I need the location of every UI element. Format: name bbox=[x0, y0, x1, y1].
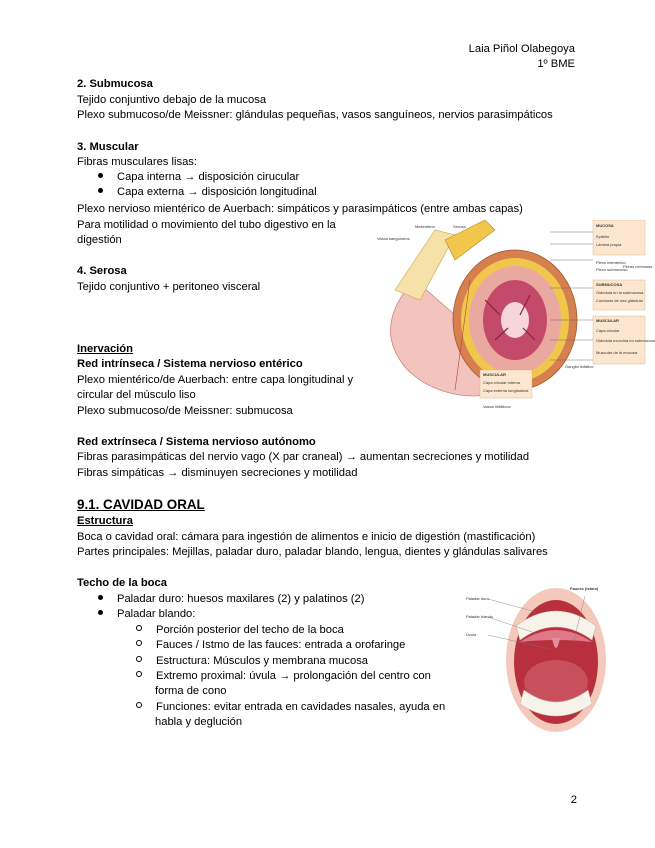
label-mesenterio: Mesenterio bbox=[415, 224, 435, 229]
label-plexo-submucoso: Plexo submucoso bbox=[596, 267, 628, 272]
red-intrinseca-line-2: circular del músculo liso bbox=[77, 389, 196, 401]
label-vasos: Vasos sanguíneos bbox=[377, 236, 410, 241]
muscular-line-2: Plexo nervioso mientérico de Auerbach: simpáticos y parasimpáticos (entre ambas capas) bbox=[77, 203, 523, 215]
tract-wall-illustration bbox=[375, 220, 655, 420]
red-intrinseca-line-1: Plexo mientérico/de Auerbach: entre capa longitudinal y bbox=[77, 374, 354, 386]
oral-cavity-illustration bbox=[458, 582, 608, 734]
cavidad-oral-heading: 9.1. CAVIDAD ORAL bbox=[77, 497, 205, 512]
techo-title: Techo de la boca bbox=[77, 577, 167, 589]
bullet-icon bbox=[98, 188, 103, 193]
muscular-line-1: Fibras musculares lisas: bbox=[77, 156, 197, 168]
sub-bullet-icon bbox=[136, 640, 142, 646]
oral-cavity-drawing bbox=[458, 582, 608, 734]
cavidad-line-2: Partes principales: Mejillas, paladar duro, paladar blando, lengua, dientes y glándulas salivares bbox=[77, 546, 548, 558]
red-extrinseca-line-2: Fibras simpáticas → disminuyen secreciones y motilidad bbox=[77, 467, 358, 479]
sub-bullet-icon bbox=[136, 702, 142, 708]
inervacion-title: Inervación bbox=[77, 343, 133, 355]
label-muscular-de-mucosa: Muscular de la mucosa bbox=[596, 350, 638, 355]
muscular-bullet-1: Capa interna → disposición cirucular bbox=[98, 170, 299, 185]
label-fibras: Fibras nerviosas bbox=[623, 264, 653, 269]
course-label: 1º BME bbox=[537, 58, 575, 70]
submucosa-line-1: Tejido conjuntivo debajo de la mucosa bbox=[77, 94, 267, 106]
muscular-bullet-2: Capa externa → disposición longitudinal bbox=[98, 185, 317, 200]
label-mucosa: MUCOSA bbox=[596, 223, 614, 228]
estructura-title: Estructura bbox=[77, 515, 133, 527]
label-plexo-mienterico: Plexo mientérico bbox=[596, 260, 626, 265]
label-vasos-linf: Vasos linfáticos bbox=[483, 404, 511, 409]
submucosa-title: 2. Submucosa bbox=[77, 78, 153, 90]
muscular-title: 3. Muscular bbox=[77, 141, 139, 153]
label-fauces: Fauces (istmo) bbox=[570, 586, 599, 591]
red-intrinseca-title: Red intrínseca / Sistema nervioso entérico bbox=[77, 358, 303, 370]
label-glandula-sub: Glándula en la submucosa bbox=[596, 290, 644, 295]
label-uvula: Úvula bbox=[466, 632, 477, 637]
techo-sub-5: Funciones: evitar entrada en cavidades nasales, ayuda en bbox=[136, 700, 445, 715]
sub-bullet-icon bbox=[136, 671, 142, 677]
label-externa-long: Capa externa longitudinal bbox=[483, 388, 529, 393]
label-submucosa: SUBMUCOSA bbox=[596, 282, 623, 287]
label-circular-interna: Capa circular interna bbox=[483, 380, 520, 385]
bullet-icon bbox=[98, 610, 103, 615]
techo-sub-3: Estructura: Músculos y membrana mucosa bbox=[136, 654, 368, 669]
label-serosa: Serosa bbox=[453, 224, 466, 229]
red-extrinseca-title: Red extrínseca / Sistema nervioso autónomo bbox=[77, 436, 316, 448]
label-glandula-exo: Glándula exocrina en submucosa bbox=[596, 338, 655, 343]
label-paladar-blando: Paladar blando bbox=[466, 614, 493, 619]
label-ganglio: Ganglio linfático bbox=[565, 364, 594, 369]
label-muscular: MUSCULAR bbox=[483, 372, 506, 377]
cavidad-line-1: Boca o cavidad oral: cámara para ingestión de alimentos e inicio de digestión (mastificación) bbox=[77, 531, 536, 543]
author-name: Laia Piñol Olabegoya bbox=[468, 43, 575, 55]
label-paladar-duro: Paladar duro bbox=[466, 596, 489, 601]
serosa-line-1: Tejido conjuntivo + peritoneo visceral bbox=[77, 281, 261, 293]
red-intrinseca-line-3: Plexo submucoso/de Meissner: submucosa bbox=[77, 405, 293, 417]
techo-sub-1: Porción posterior del techo de la boca bbox=[136, 623, 344, 638]
techo-sub-4: Extremo proximal: úvula → prolongación del centro con bbox=[136, 669, 431, 684]
muscular-line-3: Para motilidad o movimiento del tubo digestivo en la bbox=[77, 219, 336, 231]
techo-sub-4-cont: forma de cono bbox=[155, 685, 227, 697]
techo-bullet-1: Paladar duro: huesos maxilares (2) y palatinos (2) bbox=[98, 592, 365, 607]
sub-bullet-icon bbox=[136, 625, 142, 631]
label-lamina: Lámina propia bbox=[596, 242, 622, 247]
page-number: 2 bbox=[570, 794, 577, 806]
muscular-line-4: digestión bbox=[77, 234, 122, 246]
sub-bullet-icon bbox=[136, 656, 142, 662]
techo-bullet-2: Paladar blando: bbox=[98, 607, 195, 622]
techo-sub-5-cont: habla y deglución bbox=[155, 716, 243, 728]
label-conducto: Conducto de una glándula bbox=[596, 298, 643, 303]
bullet-icon bbox=[98, 173, 103, 178]
label-capa-circular: Capa circular bbox=[596, 328, 620, 333]
label-muscular-mucosa: MUSCULAR bbox=[596, 318, 619, 323]
bullet-icon bbox=[98, 595, 103, 600]
techo-sub-2: Fauces / Istmo de las fauces: entrada a orofaringe bbox=[136, 638, 405, 653]
submucosa-line-2: Plexo submucoso/de Meissner: glándulas pequeñas, vasos sanguíneos, nervios parasimpáticos bbox=[77, 109, 553, 121]
serosa-title: 4. Serosa bbox=[77, 265, 127, 277]
red-extrinseca-line-1: Fibras parasimpáticas del nervio vago (X par craneal) → aumentan secreciones y motilidad bbox=[77, 451, 530, 463]
label-epitelio: Epitelio bbox=[596, 234, 610, 239]
